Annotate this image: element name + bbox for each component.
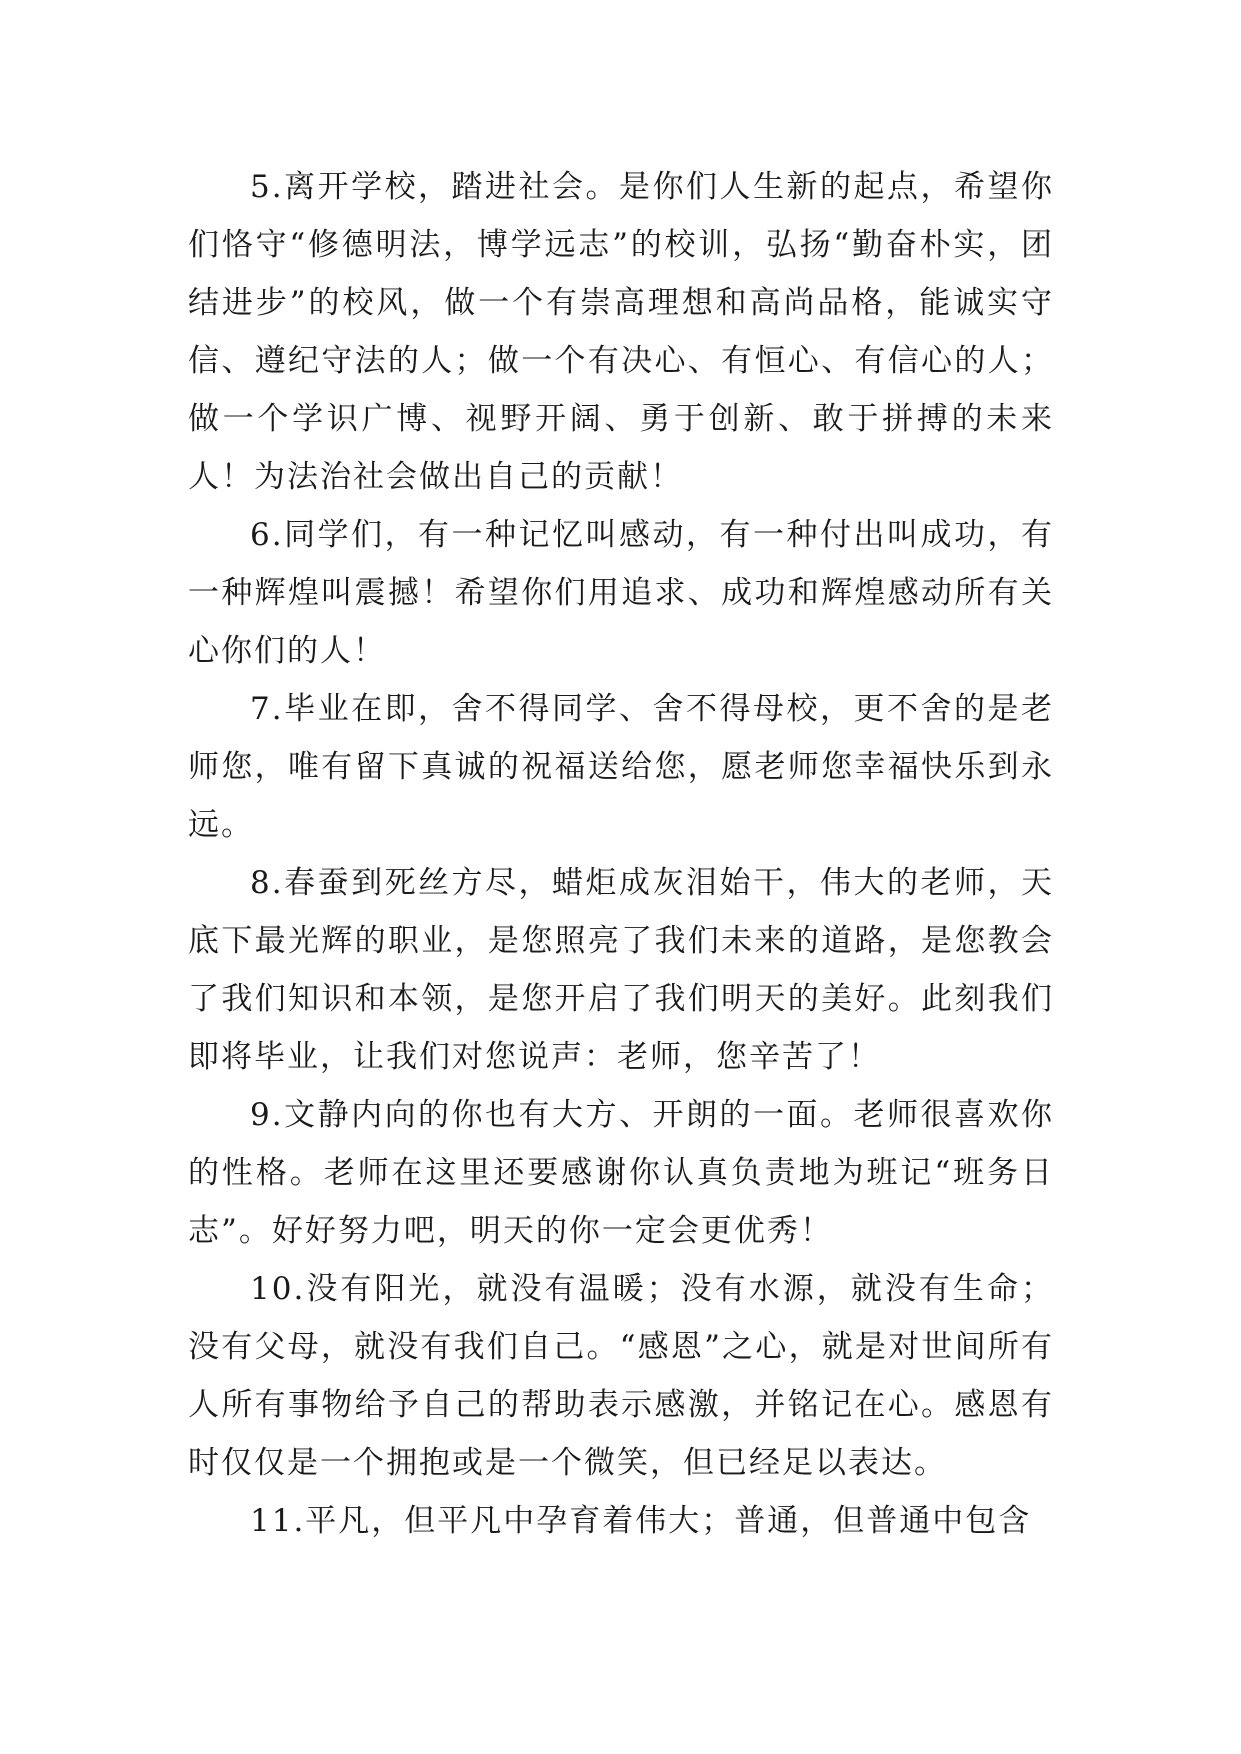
paragraph-11: 11.平凡，但平凡中孕育着伟大；普通，但普通中包含 xyxy=(250,1503,1032,1539)
paragraph-6: 6.同学们，有一种记忆叫感动，有一种付出叫成功，有一种辉煌叫震撼！希望你们用追求、成功和辉煌感动所有关心你们的人！ xyxy=(188,517,1054,669)
paragraph-9: 9.文静内向的你也有大方、开朗的一面。老师很喜欢你的性格。老师在这里还要感谢你认真负责地为班记“班务日志”。好好努力吧，明天的你一定会更优秀！ xyxy=(188,1097,1054,1249)
paragraph-10: 10.没有阳光，就没有温暖；没有水源，就没有生命；没有父母，就没有我们自己。“感恩”之心，就是对世间所有人所有事物给予自己的帮助表示感激，并铭记在心。感恩有时仅仅是一个拥抱或是一个微笑，但已经足以表达。 xyxy=(188,1271,1054,1481)
paragraph-5: 5.离开学校，踏进社会。是你们人生新的起点，希望你们恪守“修德明法，博学远志”的校训，弘扬“勤奋朴实，团结进步”的校风，做一个有崇高理想和高尚品格，能诚实守信、遵纪守法的人；做一个有决心、有恒心、有信心的人；做一个学识广博、视野开阔、勇于创新、敢于拼搏的未来人！为法治社会做出自己的贡献！ xyxy=(188,169,1054,495)
paragraph-7: 7.毕业在即，舍不得同学、舍不得母校，更不舍的是老师您，唯有留下真诚的祝福送给您，愿老师您幸福快乐到永远。 xyxy=(188,691,1054,843)
paragraph-8: 8.春蚕到死丝方尽，蜡炬成灰泪始干，伟大的老师，天底下最光辉的职业，是您照亮了我们未来的道路，是您教会了我们知识和本领，是您开启了我们明天的美好。此刻我们即将毕业，让我们对您说声：老师，您辛苦了！ xyxy=(188,865,1054,1075)
document-body xyxy=(188,158,1054,1550)
